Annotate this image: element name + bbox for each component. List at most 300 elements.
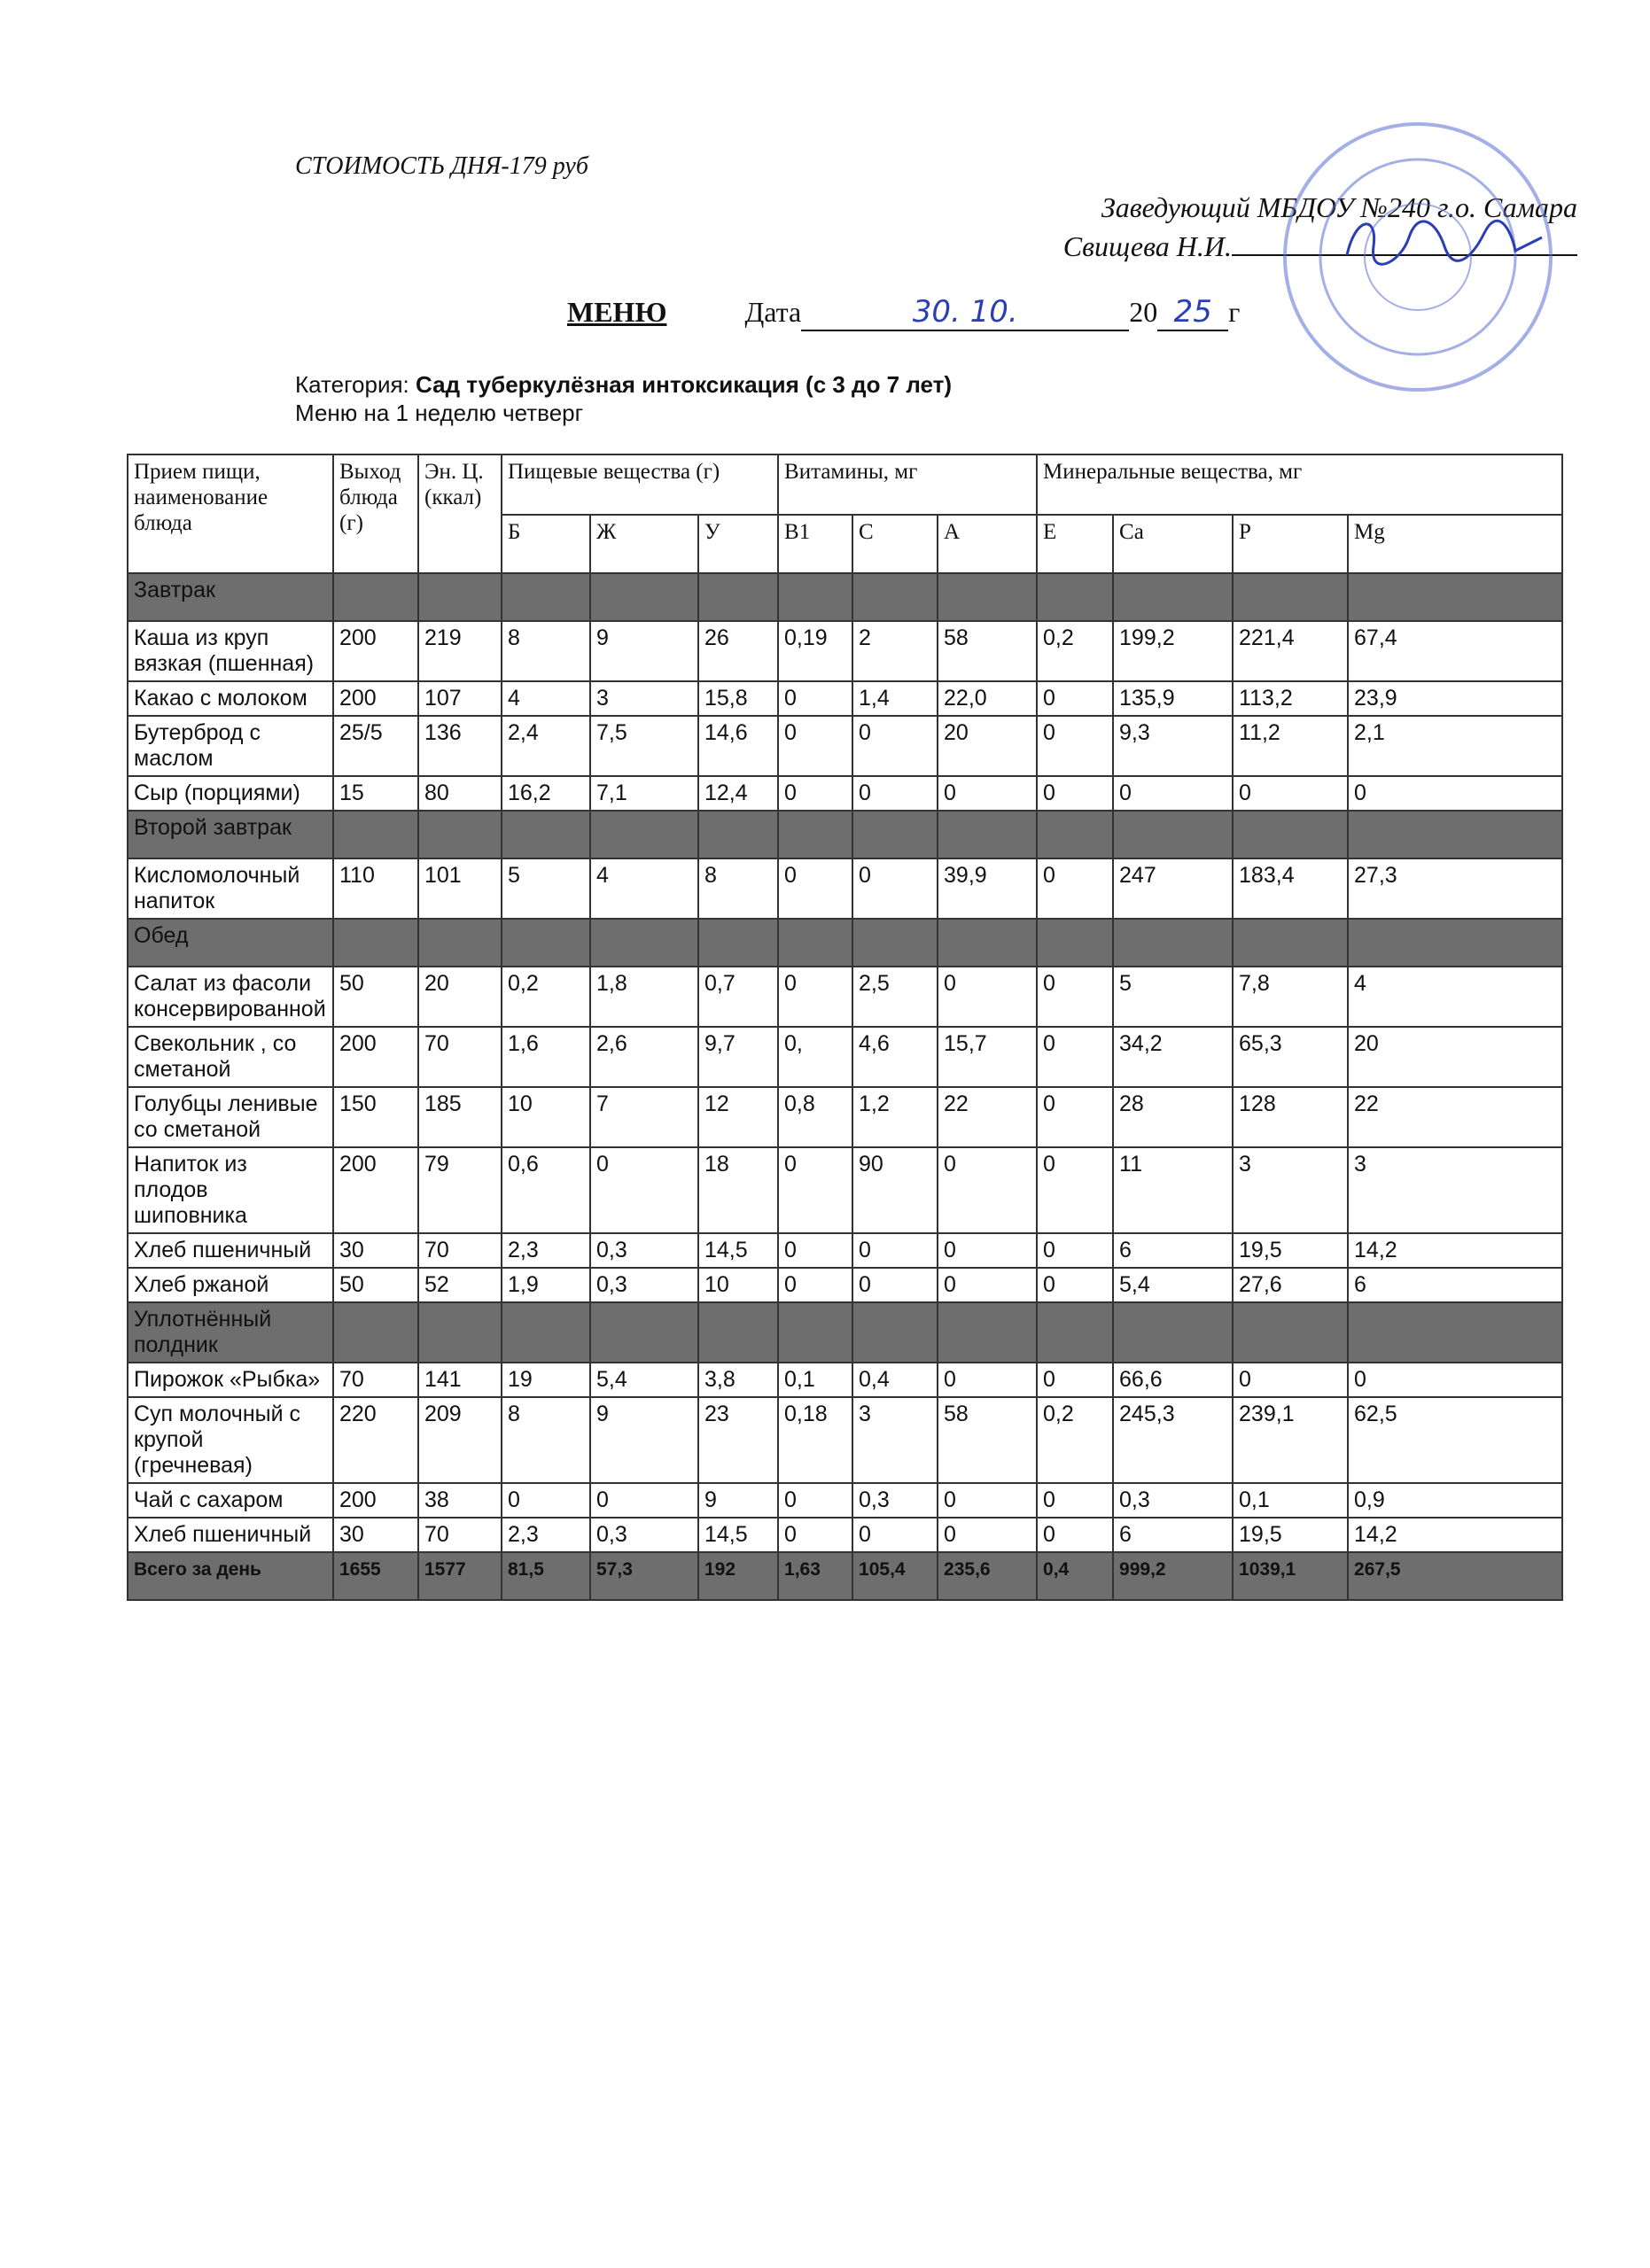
value-cell: 0,3: [1113, 1483, 1233, 1518]
section-empty-cell: [502, 811, 590, 858]
value-cell: 70: [418, 1027, 502, 1087]
subheader-cell: B1: [778, 515, 852, 573]
value-cell: 0: [778, 858, 852, 919]
value-cell: 0: [1037, 858, 1113, 919]
approver-name: Свищева Н.И.: [1062, 230, 1232, 262]
value-cell: 113,2: [1233, 681, 1348, 716]
table-row: [128, 1397, 1562, 1483]
value-cell: 14,2: [1348, 1518, 1562, 1552]
value-cell: 70: [418, 1518, 502, 1552]
table-row: [128, 1483, 1562, 1518]
value-cell: 0: [590, 1147, 698, 1233]
section-title: Второй завтрак: [128, 811, 333, 858]
value-cell: 0,18: [778, 1397, 852, 1483]
value-cell: 6: [1113, 1233, 1233, 1268]
total-row: [128, 1552, 1562, 1600]
dish-name: Пирожок «Рыбка»: [128, 1363, 333, 1397]
value-cell: 50: [333, 967, 418, 1027]
value-cell: 0: [1037, 1363, 1113, 1397]
value-cell: 0: [938, 1363, 1037, 1397]
value-cell: 90: [852, 1147, 938, 1233]
section-empty-cell: [1113, 1302, 1233, 1363]
value-cell: 20: [1348, 1027, 1562, 1087]
section-empty-cell: [1113, 573, 1233, 621]
value-cell: 9: [590, 621, 698, 681]
value-cell: 220: [333, 1397, 418, 1483]
value-cell: 2,3: [502, 1518, 590, 1552]
dish-name: Какао с молоком: [128, 681, 333, 716]
total-value-cell: 105,4: [852, 1552, 938, 1600]
value-cell: 200: [333, 621, 418, 681]
value-cell: 5: [1113, 967, 1233, 1027]
value-cell: 4: [1348, 967, 1562, 1027]
dish-name: Голубцы ленивые со сметаной: [128, 1087, 333, 1147]
section-empty-cell: [590, 1302, 698, 1363]
value-cell: 19: [502, 1363, 590, 1397]
value-cell: 1,9: [502, 1268, 590, 1302]
value-cell: 2: [852, 621, 938, 681]
value-cell: 128: [1233, 1087, 1348, 1147]
value-cell: 7,8: [1233, 967, 1348, 1027]
value-cell: 19,5: [1233, 1233, 1348, 1268]
value-cell: 9: [698, 1483, 778, 1518]
dish-name: Хлеб пшеничный: [128, 1518, 333, 1552]
header-minerals: Минеральные вещества, мг: [1037, 454, 1562, 515]
value-cell: 0,2: [1037, 1397, 1113, 1483]
value-cell: 219: [418, 621, 502, 681]
value-cell: 23: [698, 1397, 778, 1483]
value-cell: 0: [938, 1483, 1037, 1518]
value-cell: 50: [333, 1268, 418, 1302]
subheader-cell: Mg: [1348, 515, 1562, 573]
section-empty-cell: [1348, 573, 1562, 621]
value-cell: 0,3: [590, 1518, 698, 1552]
value-cell: 1,6: [502, 1027, 590, 1087]
value-cell: 3: [1348, 1147, 1562, 1233]
dish-name: Сыр (порциями): [128, 776, 333, 811]
section-empty-cell: [333, 919, 418, 967]
dish-name: Бутерброд с маслом: [128, 716, 333, 776]
value-cell: 200: [333, 1483, 418, 1518]
dish-name: Суп молочный с крупой (гречневая): [128, 1397, 333, 1483]
signature-scribble: [1338, 211, 1551, 273]
value-cell: 0: [778, 1147, 852, 1233]
value-cell: 0: [1037, 967, 1113, 1027]
value-cell: 6: [1348, 1268, 1562, 1302]
section-empty-cell: [1233, 1302, 1348, 1363]
section-empty-cell: [698, 573, 778, 621]
value-cell: 67,4: [1348, 621, 1562, 681]
subheader-cell: A: [938, 515, 1037, 573]
section-empty-cell: [778, 573, 852, 621]
value-cell: 23,9: [1348, 681, 1562, 716]
value-cell: 0: [1037, 1087, 1113, 1147]
value-cell: 7: [590, 1087, 698, 1147]
section-empty-cell: [418, 1302, 502, 1363]
value-cell: 8: [502, 621, 590, 681]
header-yield: Выход блюда (г): [333, 454, 418, 573]
value-cell: 0: [778, 967, 852, 1027]
value-cell: 200: [333, 681, 418, 716]
section-empty-cell: [1233, 811, 1348, 858]
section-empty-cell: [1348, 919, 1562, 967]
subheader-cell: У: [698, 515, 778, 573]
section-title: Уплотнённый полдник: [128, 1302, 333, 1363]
section-empty-cell: [1348, 811, 1562, 858]
date-value: 30. 10.: [801, 294, 1129, 331]
value-cell: 0,6: [502, 1147, 590, 1233]
section-empty-cell: [1113, 811, 1233, 858]
section-empty-cell: [418, 919, 502, 967]
section-empty-cell: [1113, 919, 1233, 967]
table-row: [128, 681, 1562, 716]
value-cell: 22: [1348, 1087, 1562, 1147]
value-cell: 8: [502, 1397, 590, 1483]
value-cell: 0: [938, 1518, 1037, 1552]
value-cell: 0: [1037, 1518, 1113, 1552]
value-cell: 247: [1113, 858, 1233, 919]
value-cell: 0: [1233, 1363, 1348, 1397]
value-cell: 0,7: [698, 967, 778, 1027]
total-value-cell: 81,5: [502, 1552, 590, 1600]
value-cell: 11,2: [1233, 716, 1348, 776]
table-row: [128, 1233, 1562, 1268]
value-cell: 0: [1233, 776, 1348, 811]
section-empty-cell: [1037, 1302, 1113, 1363]
section-empty-cell: [502, 1302, 590, 1363]
value-cell: 3,8: [698, 1363, 778, 1397]
value-cell: 4,6: [852, 1027, 938, 1087]
value-cell: 150: [333, 1087, 418, 1147]
value-cell: 199,2: [1113, 621, 1233, 681]
total-value-cell: 1,63: [778, 1552, 852, 1600]
value-cell: 0,9: [1348, 1483, 1562, 1518]
section-empty-cell: [938, 811, 1037, 858]
value-cell: 183,4: [1233, 858, 1348, 919]
value-cell: 239,1: [1233, 1397, 1348, 1483]
total-value-cell: 1039,1: [1233, 1552, 1348, 1600]
value-cell: 9: [590, 1397, 698, 1483]
value-cell: 52: [418, 1268, 502, 1302]
table-row: [128, 1147, 1562, 1233]
value-cell: 10: [698, 1268, 778, 1302]
value-cell: 0: [1037, 776, 1113, 811]
value-cell: 7,5: [590, 716, 698, 776]
section-empty-cell: [590, 573, 698, 621]
value-cell: 0: [938, 776, 1037, 811]
header-vitamins: Витамины, мг: [778, 454, 1037, 515]
section-title: Завтрак: [128, 573, 333, 621]
value-cell: 16,2: [502, 776, 590, 811]
value-cell: 2,6: [590, 1027, 698, 1087]
value-cell: 200: [333, 1147, 418, 1233]
value-cell: 185: [418, 1087, 502, 1147]
value-cell: 80: [418, 776, 502, 811]
value-cell: 30: [333, 1518, 418, 1552]
section-empty-cell: [1233, 919, 1348, 967]
value-cell: 12: [698, 1087, 778, 1147]
category-line: [295, 370, 952, 399]
value-cell: 209: [418, 1397, 502, 1483]
value-cell: 0: [852, 716, 938, 776]
value-cell: 58: [938, 621, 1037, 681]
table-row: [128, 621, 1562, 681]
value-cell: 1,2: [852, 1087, 938, 1147]
value-cell: 18: [698, 1147, 778, 1233]
value-cell: 0: [938, 1147, 1037, 1233]
value-cell: 245,3: [1113, 1397, 1233, 1483]
value-cell: 0,3: [590, 1233, 698, 1268]
value-cell: 0: [1348, 1363, 1562, 1397]
value-cell: 0: [590, 1483, 698, 1518]
value-cell: 14,6: [698, 716, 778, 776]
section-empty-cell: [418, 811, 502, 858]
section-empty-cell: [1037, 811, 1113, 858]
day-cost: СТОИМОСТЬ ДНЯ-179 руб: [295, 152, 588, 180]
section-empty-cell: [333, 811, 418, 858]
table-row: [128, 1087, 1562, 1147]
section-empty-cell: [938, 919, 1037, 967]
section-empty-cell: [778, 919, 852, 967]
value-cell: 0: [1037, 1483, 1113, 1518]
value-cell: 0,8: [778, 1087, 852, 1147]
value-cell: 2,1: [1348, 716, 1562, 776]
dish-name: Хлеб ржаной: [128, 1268, 333, 1302]
value-cell: 5,4: [1113, 1268, 1233, 1302]
section-empty-cell: [938, 1302, 1037, 1363]
value-cell: 0,3: [852, 1483, 938, 1518]
value-cell: 9,7: [698, 1027, 778, 1087]
value-cell: 28: [1113, 1087, 1233, 1147]
value-cell: 3: [852, 1397, 938, 1483]
value-cell: 14,5: [698, 1233, 778, 1268]
year-suffix: г: [1228, 296, 1241, 328]
value-cell: 2,5: [852, 967, 938, 1027]
value-cell: 0: [938, 1268, 1037, 1302]
section-row: [128, 1302, 1562, 1363]
section-empty-cell: [1037, 919, 1113, 967]
section-empty-cell: [698, 919, 778, 967]
value-cell: 0: [778, 1483, 852, 1518]
value-cell: 20: [938, 716, 1037, 776]
value-cell: 2,3: [502, 1233, 590, 1268]
section-empty-cell: [333, 573, 418, 621]
value-cell: 62,5: [1348, 1397, 1562, 1483]
value-cell: 70: [418, 1233, 502, 1268]
value-cell: 0: [852, 776, 938, 811]
value-cell: 15,7: [938, 1027, 1037, 1087]
value-cell: 15,8: [698, 681, 778, 716]
value-cell: 5: [502, 858, 590, 919]
section-empty-cell: [778, 811, 852, 858]
value-cell: 101: [418, 858, 502, 919]
value-cell: 136: [418, 716, 502, 776]
value-cell: 0,3: [590, 1268, 698, 1302]
value-cell: 15: [333, 776, 418, 811]
dish-name: Напиток из плодов шиповника: [128, 1147, 333, 1233]
value-cell: 3: [590, 681, 698, 716]
value-cell: 14,2: [1348, 1233, 1562, 1268]
value-cell: 65,3: [1233, 1027, 1348, 1087]
subheader-cell: C: [852, 515, 938, 573]
table-row: [128, 716, 1562, 776]
value-cell: 3: [1233, 1147, 1348, 1233]
table-row: [128, 1268, 1562, 1302]
section-empty-cell: [852, 919, 938, 967]
value-cell: 30: [333, 1233, 418, 1268]
category-block: [295, 370, 952, 427]
subheader-cell: E: [1037, 515, 1113, 573]
table-row: [128, 1518, 1562, 1552]
value-cell: 0: [1037, 1027, 1113, 1087]
value-cell: 25/5: [333, 716, 418, 776]
dish-name: Свекольник , со сметаной: [128, 1027, 333, 1087]
value-cell: 20: [418, 967, 502, 1027]
table-row: [128, 858, 1562, 919]
value-cell: 27,6: [1233, 1268, 1348, 1302]
value-cell: 0: [1037, 1147, 1113, 1233]
value-cell: 38: [418, 1483, 502, 1518]
total-value-cell: 267,5: [1348, 1552, 1562, 1600]
value-cell: 39,9: [938, 858, 1037, 919]
value-cell: 79: [418, 1147, 502, 1233]
value-cell: 34,2: [1113, 1027, 1233, 1087]
menu-title-row: [567, 294, 1240, 331]
category-label: Категория:: [295, 371, 409, 398]
value-cell: 19,5: [1233, 1518, 1348, 1552]
value-cell: 0: [852, 1518, 938, 1552]
value-cell: 0,: [778, 1027, 852, 1087]
value-cell: 14,5: [698, 1518, 778, 1552]
subheader-cell: P: [1233, 515, 1348, 573]
value-cell: 0: [778, 1268, 852, 1302]
header-nutrients: Пищевые вещества (г): [502, 454, 778, 515]
value-cell: 0: [1348, 776, 1562, 811]
dish-name: Чай с сахаром: [128, 1483, 333, 1518]
value-cell: 11: [1113, 1147, 1233, 1233]
value-cell: 0,2: [1037, 621, 1113, 681]
value-cell: 8: [698, 858, 778, 919]
value-cell: 0,4: [852, 1363, 938, 1397]
section-empty-cell: [698, 811, 778, 858]
value-cell: 7,1: [590, 776, 698, 811]
table-row: [128, 967, 1562, 1027]
value-cell: 200: [333, 1027, 418, 1087]
value-cell: 0: [938, 1233, 1037, 1268]
header-meal: Прием пищи, наименование блюда: [128, 454, 333, 573]
value-cell: 0,1: [1233, 1483, 1348, 1518]
value-cell: 4: [502, 681, 590, 716]
value-cell: 0: [502, 1483, 590, 1518]
value-cell: 0: [778, 716, 852, 776]
value-cell: 0: [778, 681, 852, 716]
section-empty-cell: [852, 811, 938, 858]
value-cell: 135,9: [1113, 681, 1233, 716]
section-row: [128, 573, 1562, 621]
menu-title: МЕНЮ: [567, 296, 667, 328]
week-line: Меню на 1 неделю четверг: [295, 400, 584, 426]
section-empty-cell: [778, 1302, 852, 1363]
subheader-cell: Б: [502, 515, 590, 573]
table-row: [128, 1363, 1562, 1397]
value-cell: 0: [778, 776, 852, 811]
value-cell: 0: [852, 1233, 938, 1268]
section-row: [128, 811, 1562, 858]
subheader-cell: Ж: [590, 515, 698, 573]
value-cell: 0: [1037, 681, 1113, 716]
value-cell: 2,4: [502, 716, 590, 776]
section-empty-cell: [1348, 1302, 1562, 1363]
value-cell: 0,1: [778, 1363, 852, 1397]
value-cell: 0: [852, 1268, 938, 1302]
total-value-cell: 999,2: [1113, 1552, 1233, 1600]
section-empty-cell: [1233, 573, 1348, 621]
value-cell: 0: [778, 1233, 852, 1268]
header-energy: Эн. Ц.(ккал): [418, 454, 502, 573]
value-cell: 0: [938, 967, 1037, 1027]
total-value-cell: 57,3: [590, 1552, 698, 1600]
value-cell: 58: [938, 1397, 1037, 1483]
table-row: [128, 776, 1562, 811]
category-value: Сад туберкулёзная интоксикация (с 3 до 7 лет): [416, 371, 953, 398]
section-empty-cell: [1037, 573, 1113, 621]
value-cell: 22: [938, 1087, 1037, 1147]
section-empty-cell: [852, 1302, 938, 1363]
dish-name: Кисломолочный напиток: [128, 858, 333, 919]
total-value-cell: 235,6: [938, 1552, 1037, 1600]
value-cell: 6: [1113, 1518, 1233, 1552]
section-empty-cell: [938, 573, 1037, 621]
value-cell: 0: [1037, 716, 1113, 776]
value-cell: 0,2: [502, 967, 590, 1027]
value-cell: 26: [698, 621, 778, 681]
value-cell: 0: [778, 1518, 852, 1552]
value-cell: 9,3: [1113, 716, 1233, 776]
total-value-cell: 1655: [333, 1552, 418, 1600]
menu-table: [127, 454, 1563, 1601]
value-cell: 1,4: [852, 681, 938, 716]
value-cell: 221,4: [1233, 621, 1348, 681]
section-empty-cell: [418, 573, 502, 621]
subheader-cell: Ca: [1113, 515, 1233, 573]
year-prefix: 20: [1129, 296, 1158, 328]
year-value: 25: [1157, 294, 1228, 331]
value-cell: 5,4: [590, 1363, 698, 1397]
table-row: [128, 1027, 1562, 1087]
value-cell: 0: [1037, 1268, 1113, 1302]
section-empty-cell: [590, 919, 698, 967]
value-cell: 0,19: [778, 621, 852, 681]
value-cell: 1,8: [590, 967, 698, 1027]
dish-name: Каша из круп вязкая (пшенная): [128, 621, 333, 681]
total-value-cell: 1577: [418, 1552, 502, 1600]
value-cell: 66,6: [1113, 1363, 1233, 1397]
section-title: Обед: [128, 919, 333, 967]
total-value-cell: 192: [698, 1552, 778, 1600]
section-row: [128, 919, 1562, 967]
value-cell: 0: [1037, 1233, 1113, 1268]
value-cell: 0: [1113, 776, 1233, 811]
section-empty-cell: [333, 1302, 418, 1363]
total-label: Всего за день: [128, 1552, 333, 1600]
section-empty-cell: [502, 573, 590, 621]
section-empty-cell: [852, 573, 938, 621]
total-value-cell: 0,4: [1037, 1552, 1113, 1600]
approver-title: Заведующий МБДОУ №240 г.о. Самара: [1101, 191, 1577, 223]
value-cell: 70: [333, 1363, 418, 1397]
dish-name: Хлеб пшеничный: [128, 1233, 333, 1268]
section-empty-cell: [502, 919, 590, 967]
